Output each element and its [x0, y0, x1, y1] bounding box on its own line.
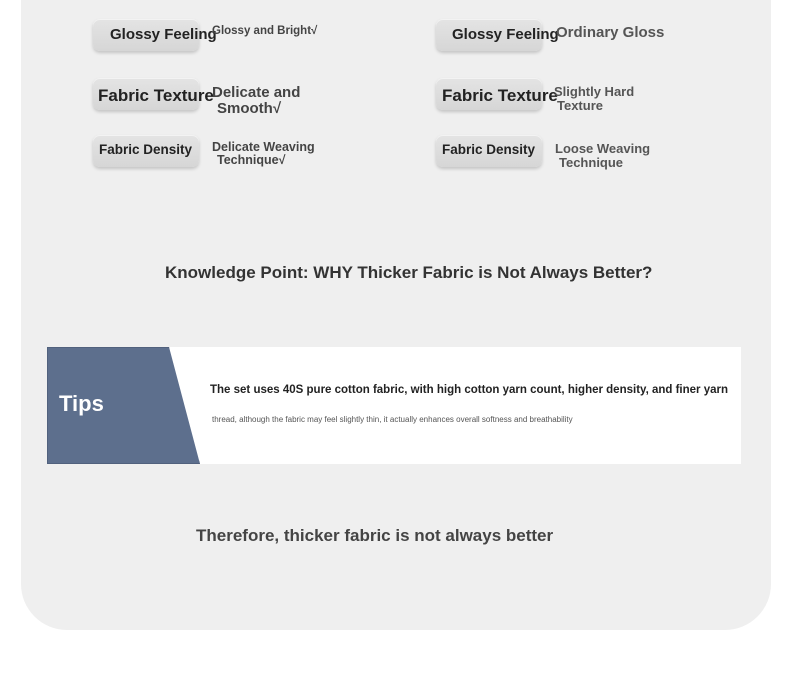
tips-text-line1: The set uses 40S pure cotton fabric, with high cotton yarn count, higher density, and finer yarn — [210, 384, 728, 396]
right-glossy-value: Ordinary Gloss — [556, 24, 665, 41]
tips-text-line2: thread, although the fabric may feel slightly thin, it actually enhances overall softness and breathability — [212, 415, 573, 424]
left-texture-value-line2: Smooth√ — [217, 99, 282, 117]
left-texture-value — [212, 85, 300, 117]
tips-title: Tips — [59, 391, 104, 416]
right-texture-value-line1: Slightly Hard — [554, 84, 635, 99]
right-density-label: Fabric Density — [442, 142, 536, 157]
left-density-value — [212, 141, 315, 167]
right-texture-value — [554, 85, 634, 112]
left-density-value-line2: Technique√ — [217, 153, 286, 168]
conclusion-text: Therefore, thicker fabric is not always better — [196, 526, 554, 545]
right-texture-label: Fabric Texture — [442, 86, 558, 105]
tips-box — [47, 347, 741, 464]
left-glossy-label: Glossy Feeling — [110, 26, 217, 43]
left-texture-label: Fabric Texture — [98, 86, 214, 105]
right-glossy-label: Glossy Feeling — [452, 26, 559, 43]
left-density-label: Fabric Density — [99, 142, 193, 157]
right-density-value-line1: Loose Weaving — [555, 141, 651, 156]
right-density-value-line2: Technique — [559, 154, 624, 170]
left-density-value-line1: Delicate Weaving — [212, 140, 315, 154]
right-density-value — [555, 142, 650, 169]
left-texture-value-line1: Delicate and — [212, 84, 301, 101]
right-texture-value-line2: Texture — [557, 97, 603, 113]
left-glossy-value: Glossy and Bright√ — [212, 25, 318, 37]
knowledge-point-heading: Knowledge Point: WHY Thicker Fabric is Not Always Better? — [165, 263, 653, 282]
